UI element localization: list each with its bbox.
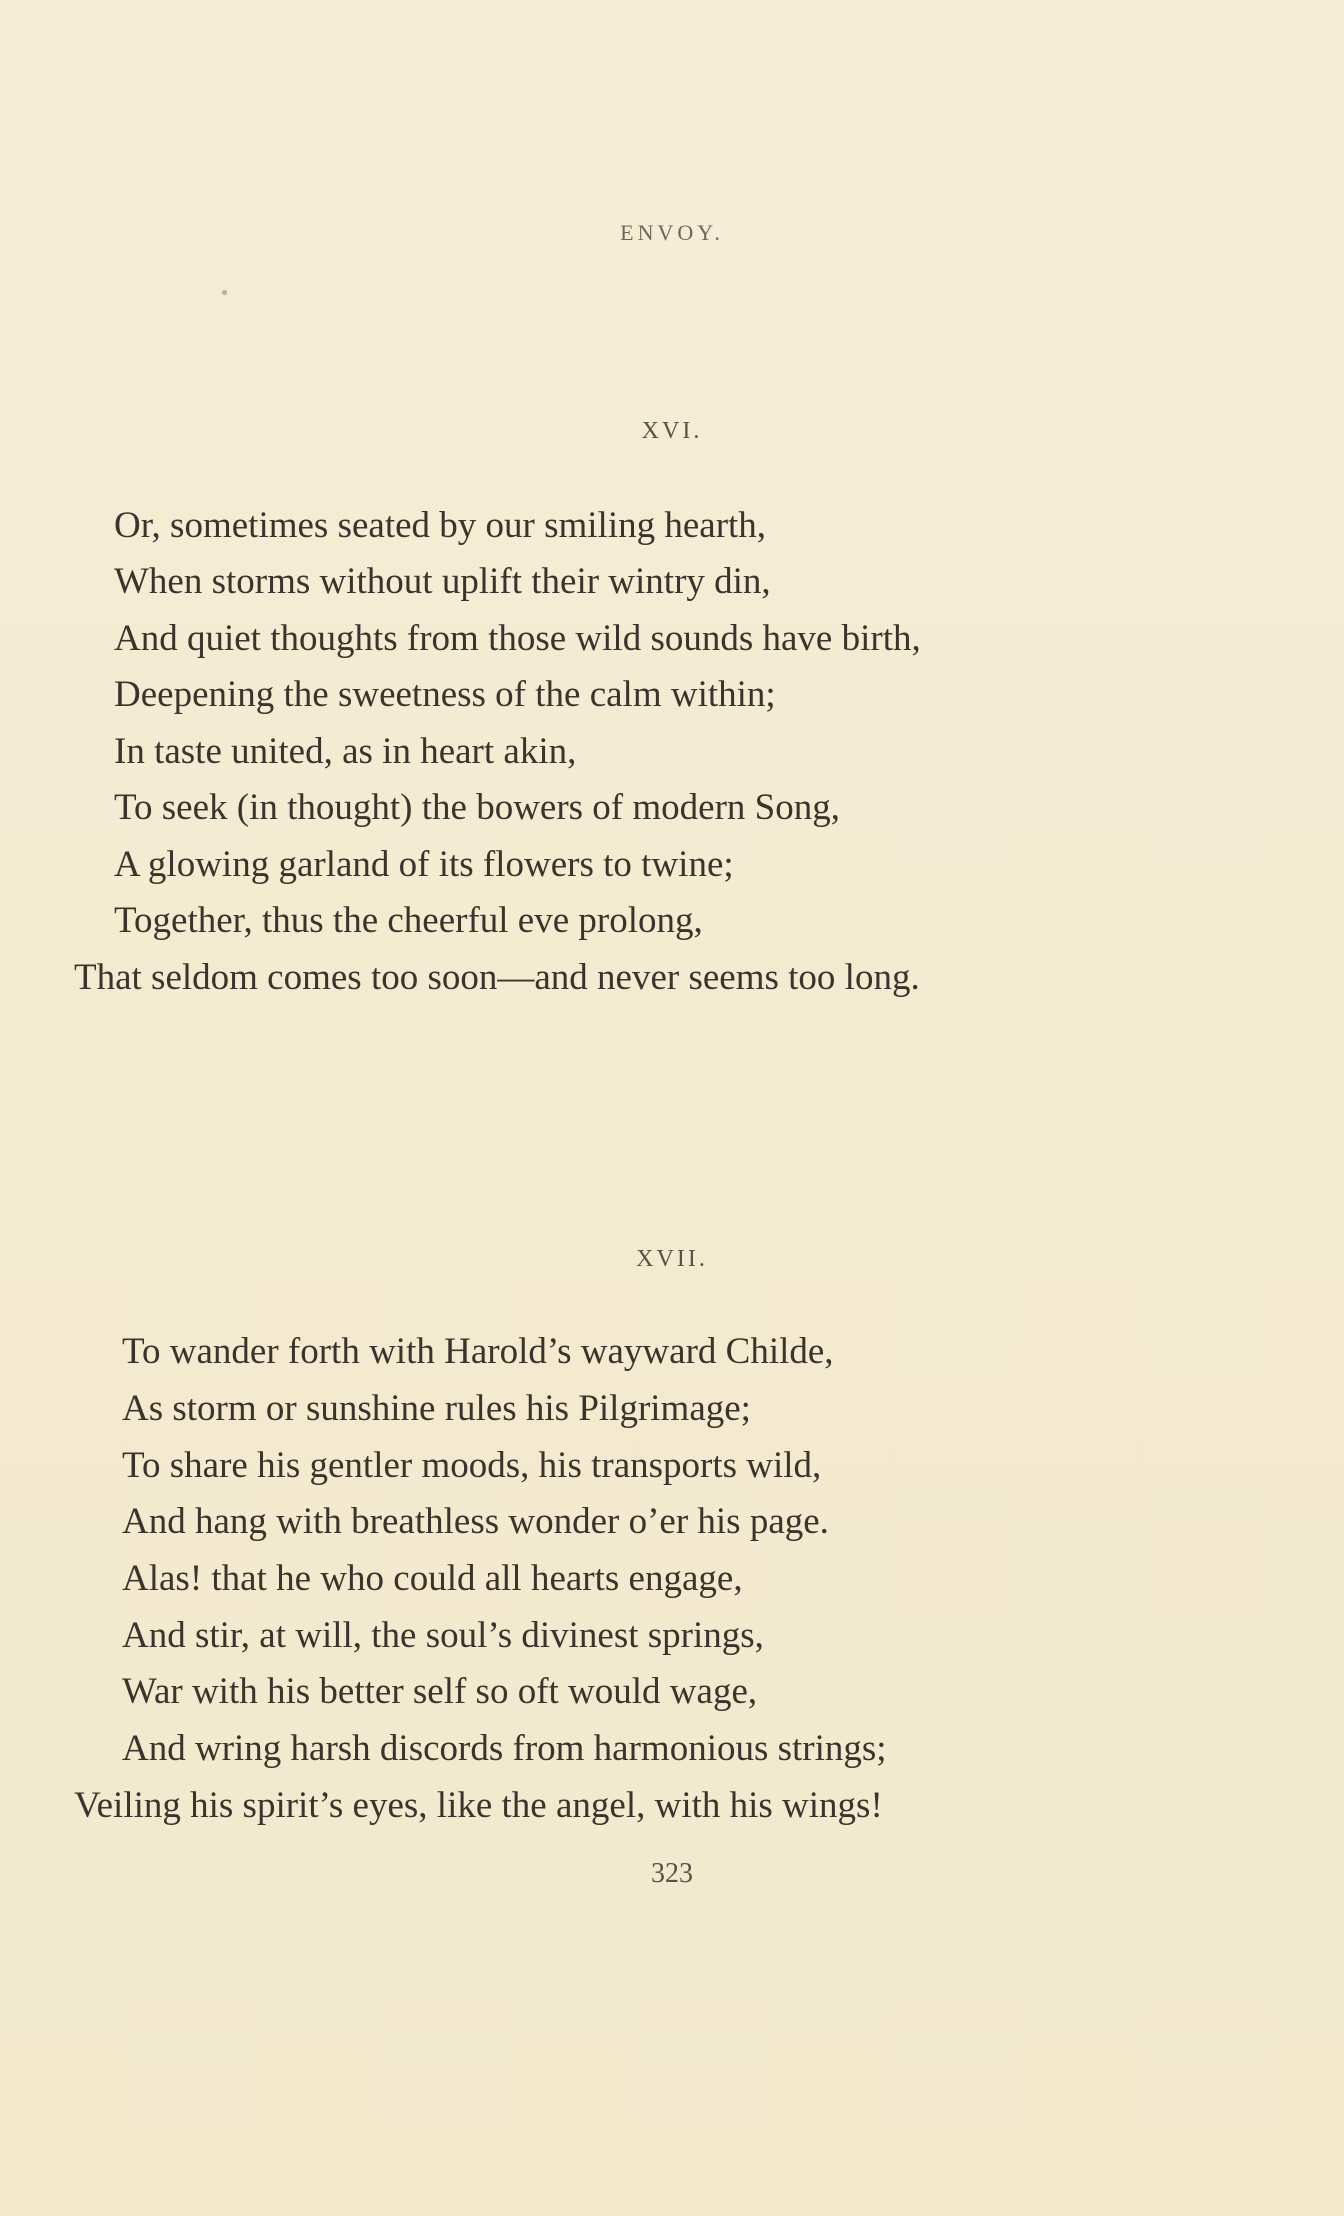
- verse-line: A glowing garland of its flowers to twine;: [114, 844, 734, 885]
- running-head: ENVOY.: [620, 220, 724, 245]
- verse-line: To seek (in thought) the bowers of modern Song,: [114, 787, 840, 828]
- verse-line: War with his better self so oft would wage,: [122, 1671, 758, 1712]
- verse-line: When storms without uplift their wintry din,: [114, 561, 771, 602]
- verse-line: Or, sometimes seated by our smiling hearth,: [114, 505, 767, 546]
- stanza-number-xvii: XVII.: [636, 1246, 708, 1272]
- verse-line: Together, thus the cheerful eve prolong,: [114, 900, 703, 941]
- verse-line: That seldom comes too soon—and never seems too long.: [74, 957, 920, 998]
- verse-line: As storm or sunshine rules his Pilgrimage;: [122, 1388, 751, 1429]
- verse-line: Veiling his spirit’s eyes, like the angel, with his wings!: [74, 1785, 883, 1826]
- verse-line: And hang with breathless wonder o’er his page.: [122, 1501, 829, 1542]
- verse-line: Alas! that he who could all hearts engage,: [122, 1558, 743, 1599]
- verse-line: In taste united, as in heart akin,: [114, 731, 577, 772]
- verse-line: To share his gentler moods, his transports wild,: [122, 1445, 822, 1486]
- verse-line: And stir, at will, the soul’s divinest springs,: [122, 1615, 764, 1656]
- verse-line: And quiet thoughts from those wild sounds have birth,: [114, 618, 921, 659]
- stanza-number-xvi: XVI.: [641, 418, 703, 444]
- verse-line: And wring harsh discords from harmonious strings;: [122, 1728, 887, 1769]
- verse-line: Deepening the sweetness of the calm within;: [114, 674, 776, 715]
- paper-speck: [222, 290, 227, 295]
- verse-line: To wander forth with Harold’s wayward Childe,: [122, 1331, 834, 1372]
- page-number: 323: [651, 1858, 693, 1889]
